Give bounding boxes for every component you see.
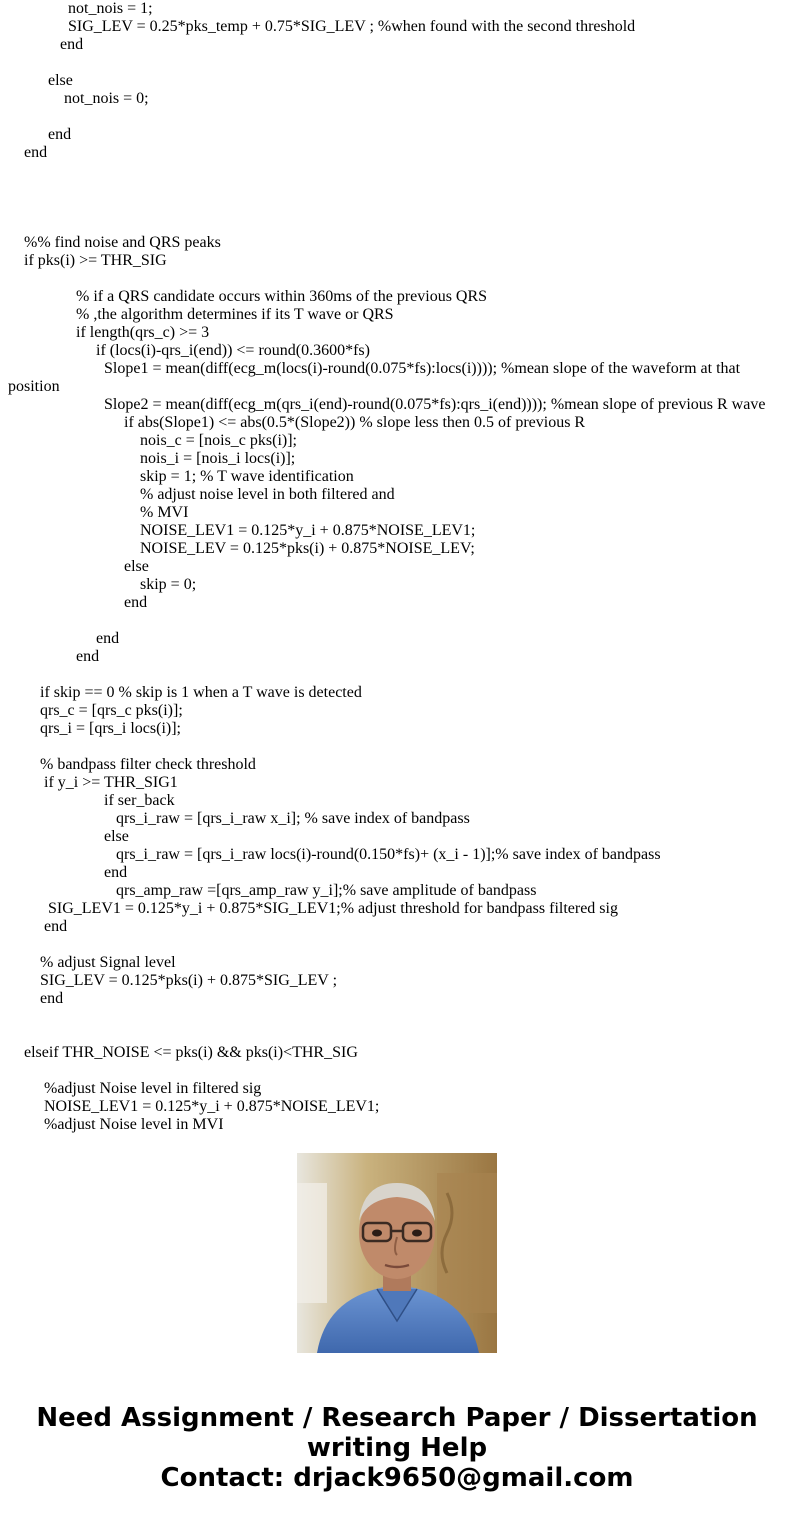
- code-line: SIG_LEV = 0.25*pks_temp + 0.75*SIG_LEV ; %when found with the second threshold: [68, 18, 636, 35]
- code-line: SIG_LEV1 = 0.125*y_i + 0.875*SIG_LEV1;% adjust threshold for bandpass filtered sig: [48, 900, 618, 917]
- code-line: % MVI: [140, 504, 189, 521]
- code-line: qrs_i_raw = [qrs_i_raw x_i]; % save index of bandpass: [116, 810, 470, 827]
- code-line: end: [60, 36, 84, 53]
- code-line: nois_c = [nois_c pks(i)];: [140, 432, 297, 449]
- code-line: % if a QRS candidate occurs within 360ms of the previous QRS: [76, 288, 488, 305]
- code-line: NOISE_LEV1 = 0.125*y_i + 0.875*NOISE_LEV1;: [140, 522, 476, 539]
- code-line: not_nois = 0;: [64, 90, 149, 107]
- code-line: %adjust Noise level in filtered sig: [44, 1080, 262, 1097]
- code-line: if length(qrs_c) >= 3: [76, 324, 210, 341]
- code-line: % adjust Signal level: [40, 954, 176, 971]
- code-line: Slope2 = mean(diff(ecg_m(qrs_i(end)-round(0.075*fs):qrs_i(end)))); %mean slope of previous R wave: [104, 396, 766, 413]
- code-line: qrs_c = [qrs_c pks(i)];: [40, 702, 183, 719]
- code-line: nois_i = [nois_i locs(i)];: [140, 450, 296, 467]
- code-line: skip = 0;: [140, 576, 197, 593]
- banner-line-1: Need Assignment / Research Paper / Dissertation: [36, 1403, 758, 1433]
- code-line: qrs_i = [qrs_i locs(i)];: [40, 720, 181, 737]
- code-line: end: [124, 594, 148, 611]
- code-line: SIG_LEV = 0.125*pks(i) + 0.875*SIG_LEV ;: [40, 972, 338, 989]
- code-line: if y_i >= THR_SIG1: [44, 774, 178, 791]
- banner-contact-line: Contact: drjack9650@gmail.com: [160, 1463, 634, 1493]
- code-line: end: [24, 144, 48, 161]
- code-line: end: [40, 990, 64, 1007]
- banner-line-2: writing Help: [306, 1433, 488, 1463]
- code-line: NOISE_LEV = 0.125*pks(i) + 0.875*NOISE_LEV;: [140, 540, 475, 557]
- code-line: position: [8, 378, 60, 395]
- code-line: % ,the algorithm determines if its T wave or QRS: [76, 306, 394, 323]
- code-line: skip = 1; % T wave identification: [140, 468, 354, 485]
- code-line: if pks(i) >= THR_SIG: [24, 252, 167, 269]
- code-line: %adjust Noise level in MVI: [44, 1116, 224, 1133]
- code-line: else: [124, 558, 149, 575]
- code-line: %% find noise and QRS peaks: [24, 234, 221, 251]
- code-line: NOISE_LEV1 = 0.125*y_i + 0.875*NOISE_LEV1;: [44, 1098, 380, 1115]
- author-photo: [297, 1153, 497, 1353]
- code-line: elseif THR_NOISE <= pks(i) && pks(i)<THR_SIG: [24, 1044, 358, 1061]
- code-line: end: [44, 918, 68, 935]
- code-line: if ser_back: [104, 792, 175, 809]
- code-line: if abs(Slope1) <= abs(0.5*(Slope2)) % slope less then 0.5 of previous R: [124, 414, 586, 431]
- code-line: else: [48, 72, 73, 89]
- code-line: else: [104, 828, 129, 845]
- code-line: qrs_amp_raw =[qrs_amp_raw y_i];% save amplitude of bandpass: [116, 882, 537, 899]
- code-line: end: [48, 126, 72, 143]
- code-line: if (locs(i)-qrs_i(end)) <= round(0.3600*fs): [96, 342, 370, 359]
- code-line: not_nois = 1;: [68, 0, 153, 17]
- code-line: end: [76, 648, 100, 665]
- contact-banner: [0, 1403, 794, 1493]
- code-line: % bandpass filter check threshold: [40, 756, 256, 773]
- code-line: end: [104, 864, 128, 881]
- code-line: % adjust noise level in both filtered and: [140, 486, 395, 503]
- code-line: Slope1 = mean(diff(ecg_m(locs(i)-round(0.075*fs):locs(i)))); %mean slope of the waveform at that: [104, 360, 741, 377]
- code-line: end: [96, 630, 120, 647]
- code-line: if skip == 0 % skip is 1 when a T wave is detected: [40, 684, 362, 701]
- code-line: qrs_i_raw = [qrs_i_raw locs(i)-round(0.150*fs)+ (x_i - 1)];% save index of bandpass: [116, 846, 661, 863]
